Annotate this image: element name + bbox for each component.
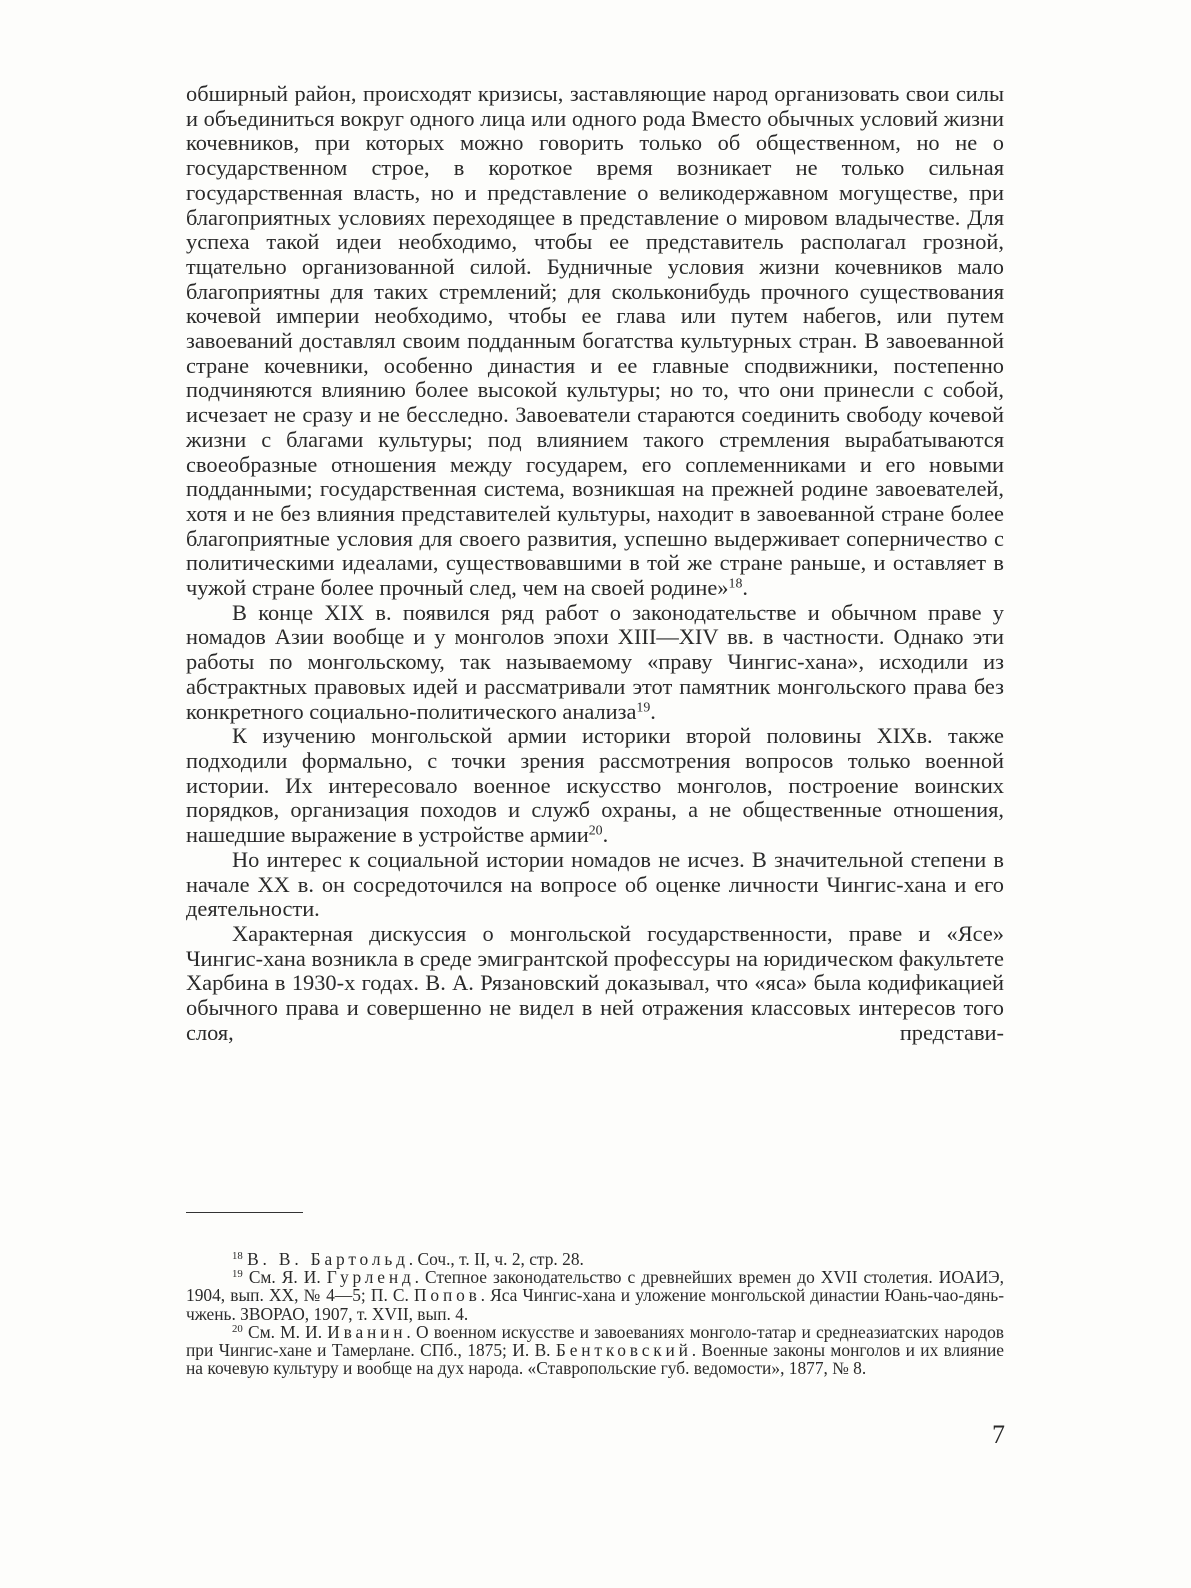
footnotes — [186, 1250, 1004, 1377]
footnote-ref-19: 19 — [636, 699, 651, 715]
paragraph-4: Но интерес к социальной истории номадов не исчез. В значительной степени в начале XX в. он сосредоточился на вопросе об оценке личности Чингис-хана и его деятельности. — [186, 846, 1004, 922]
footnote-19: $^{19}$ См. Я. И. Гурленд. Степное законодательство с древнейших времен до XVII столетия. ИОАИЭ, 1904, вып. XX, № 4—5; П. С. Попов. Яса Чингис-хана и уложение монгольской династии Юань-чао-дянь-чжень. ЗВОРАО, 1907, т. XVII, вып. 4. — [186, 1267, 1004, 1324]
paragraph-1: обширный район, происходят кризисы, заставляющие народ организовать свои силы и объединиться вокруг одного лица или одного рода Вместо обычных условий жизни кочевников, при которых можно говорить только об общественном, но не о государственном строе, в короткое время возникает не только сильная государственная власть, но и представление о великодержавном могуществе, при благоприятных условиях переходящее в представление о мировом владычестве. Для успеха такой идеи необходимо, чтобы ее представитель располагал грозной, тщательно организованной силой. Будничные условия жизни кочевников мало благоприятны для таких стремлений; для скольконибудь прочного существования кочевой империи необходимо, чтобы ее глава или путем набегов, или путем завоеваний доставлял своим подданным богатства культурных стран. В завоеванной стране кочевники, особенно династия и ее главные сподвижники, постепенно подчиняются влиянию более высокой культуры; но то, что они принесли с собой, исчезает не сразу и не бесследно. Завоеватели стараются соединить свободу кочевой жизни с благами культуры; под влиянием такого стремления вырабатываются своеобразные отношения между государем, его соплеменниками и его новыми подданными; государственная система, возникшая на прежней родине завоевателей, хотя и не без влияния представителей культуры, находит в завоеванной стране более благоприятные условия для своего развития, успешно выдерживает соперничество с политическими идеалами, существовавшими в той же стране раньше, и оставляет в чужой стране более прочный след, чем на своей родине»$^{18}$. — [186, 81, 1004, 601]
paragraph-5: Характерная дискуссия о монгольской государственности, праве и «Ясе» Чингис-хана возникла в среде эмигрантской профессуры на юридическом факультете Харбина в 1930-х годах. В. А. Рязановский доказывал, что «яса» была кодификацией обычного права и совершенно не видел в ней отражения классовых интересов того слоя, представи- — [186, 920, 1004, 1045]
footnote-ref-18: 18 — [728, 576, 743, 592]
page-number: 7 — [992, 1420, 1005, 1449]
footnote-separator — [186, 1212, 303, 1213]
paragraph-3: К изучению монгольской армии историки второй половины XIXв. также подходили формально, с точки зрения рассмотрения вопросов только военной истории. Их интересовало военное искусство монголов, построение воинских порядков, организация походов и служб охраны, а не общественные отношения, нашедшие выражение в устройстве армии$^{20}$. — [186, 723, 1004, 848]
paragraph-2: В конце XIX в. появился ряд работ о законодательстве и обычном праве у номадов Азии вообще и у монголов эпохи XIII—XIV вв. в частности. Однако эти работы по монгольскому, так называемому «праву Чингис-хана», исходили из абстрактных правовых идей и рассматривали этот памятник монгольского права без конкретного социально-политического анализа$^{19}$. — [186, 599, 1004, 724]
footnote-18: $^{18}$ В. В. Бартольд. Соч., т. II, ч. 2, стр. 28. — [232, 1249, 584, 1269]
main-text — [186, 82, 1004, 1045]
footnote-20: $^{20}$ См. М. И. Иванин. О военном искусстве и завоеваниях монголо-татар и среднеазиатских народов при Чингис-хане и Тамерлане. СПб., 1875; И. В. Бентковский. Военные законы монголов и их влияние на кочевую культуру и вообще на дух народа. «Ставропольские губ. ведомости», 1877, № 8. — [186, 1321, 1004, 1379]
footnote-ref-20: 20 — [588, 823, 603, 839]
